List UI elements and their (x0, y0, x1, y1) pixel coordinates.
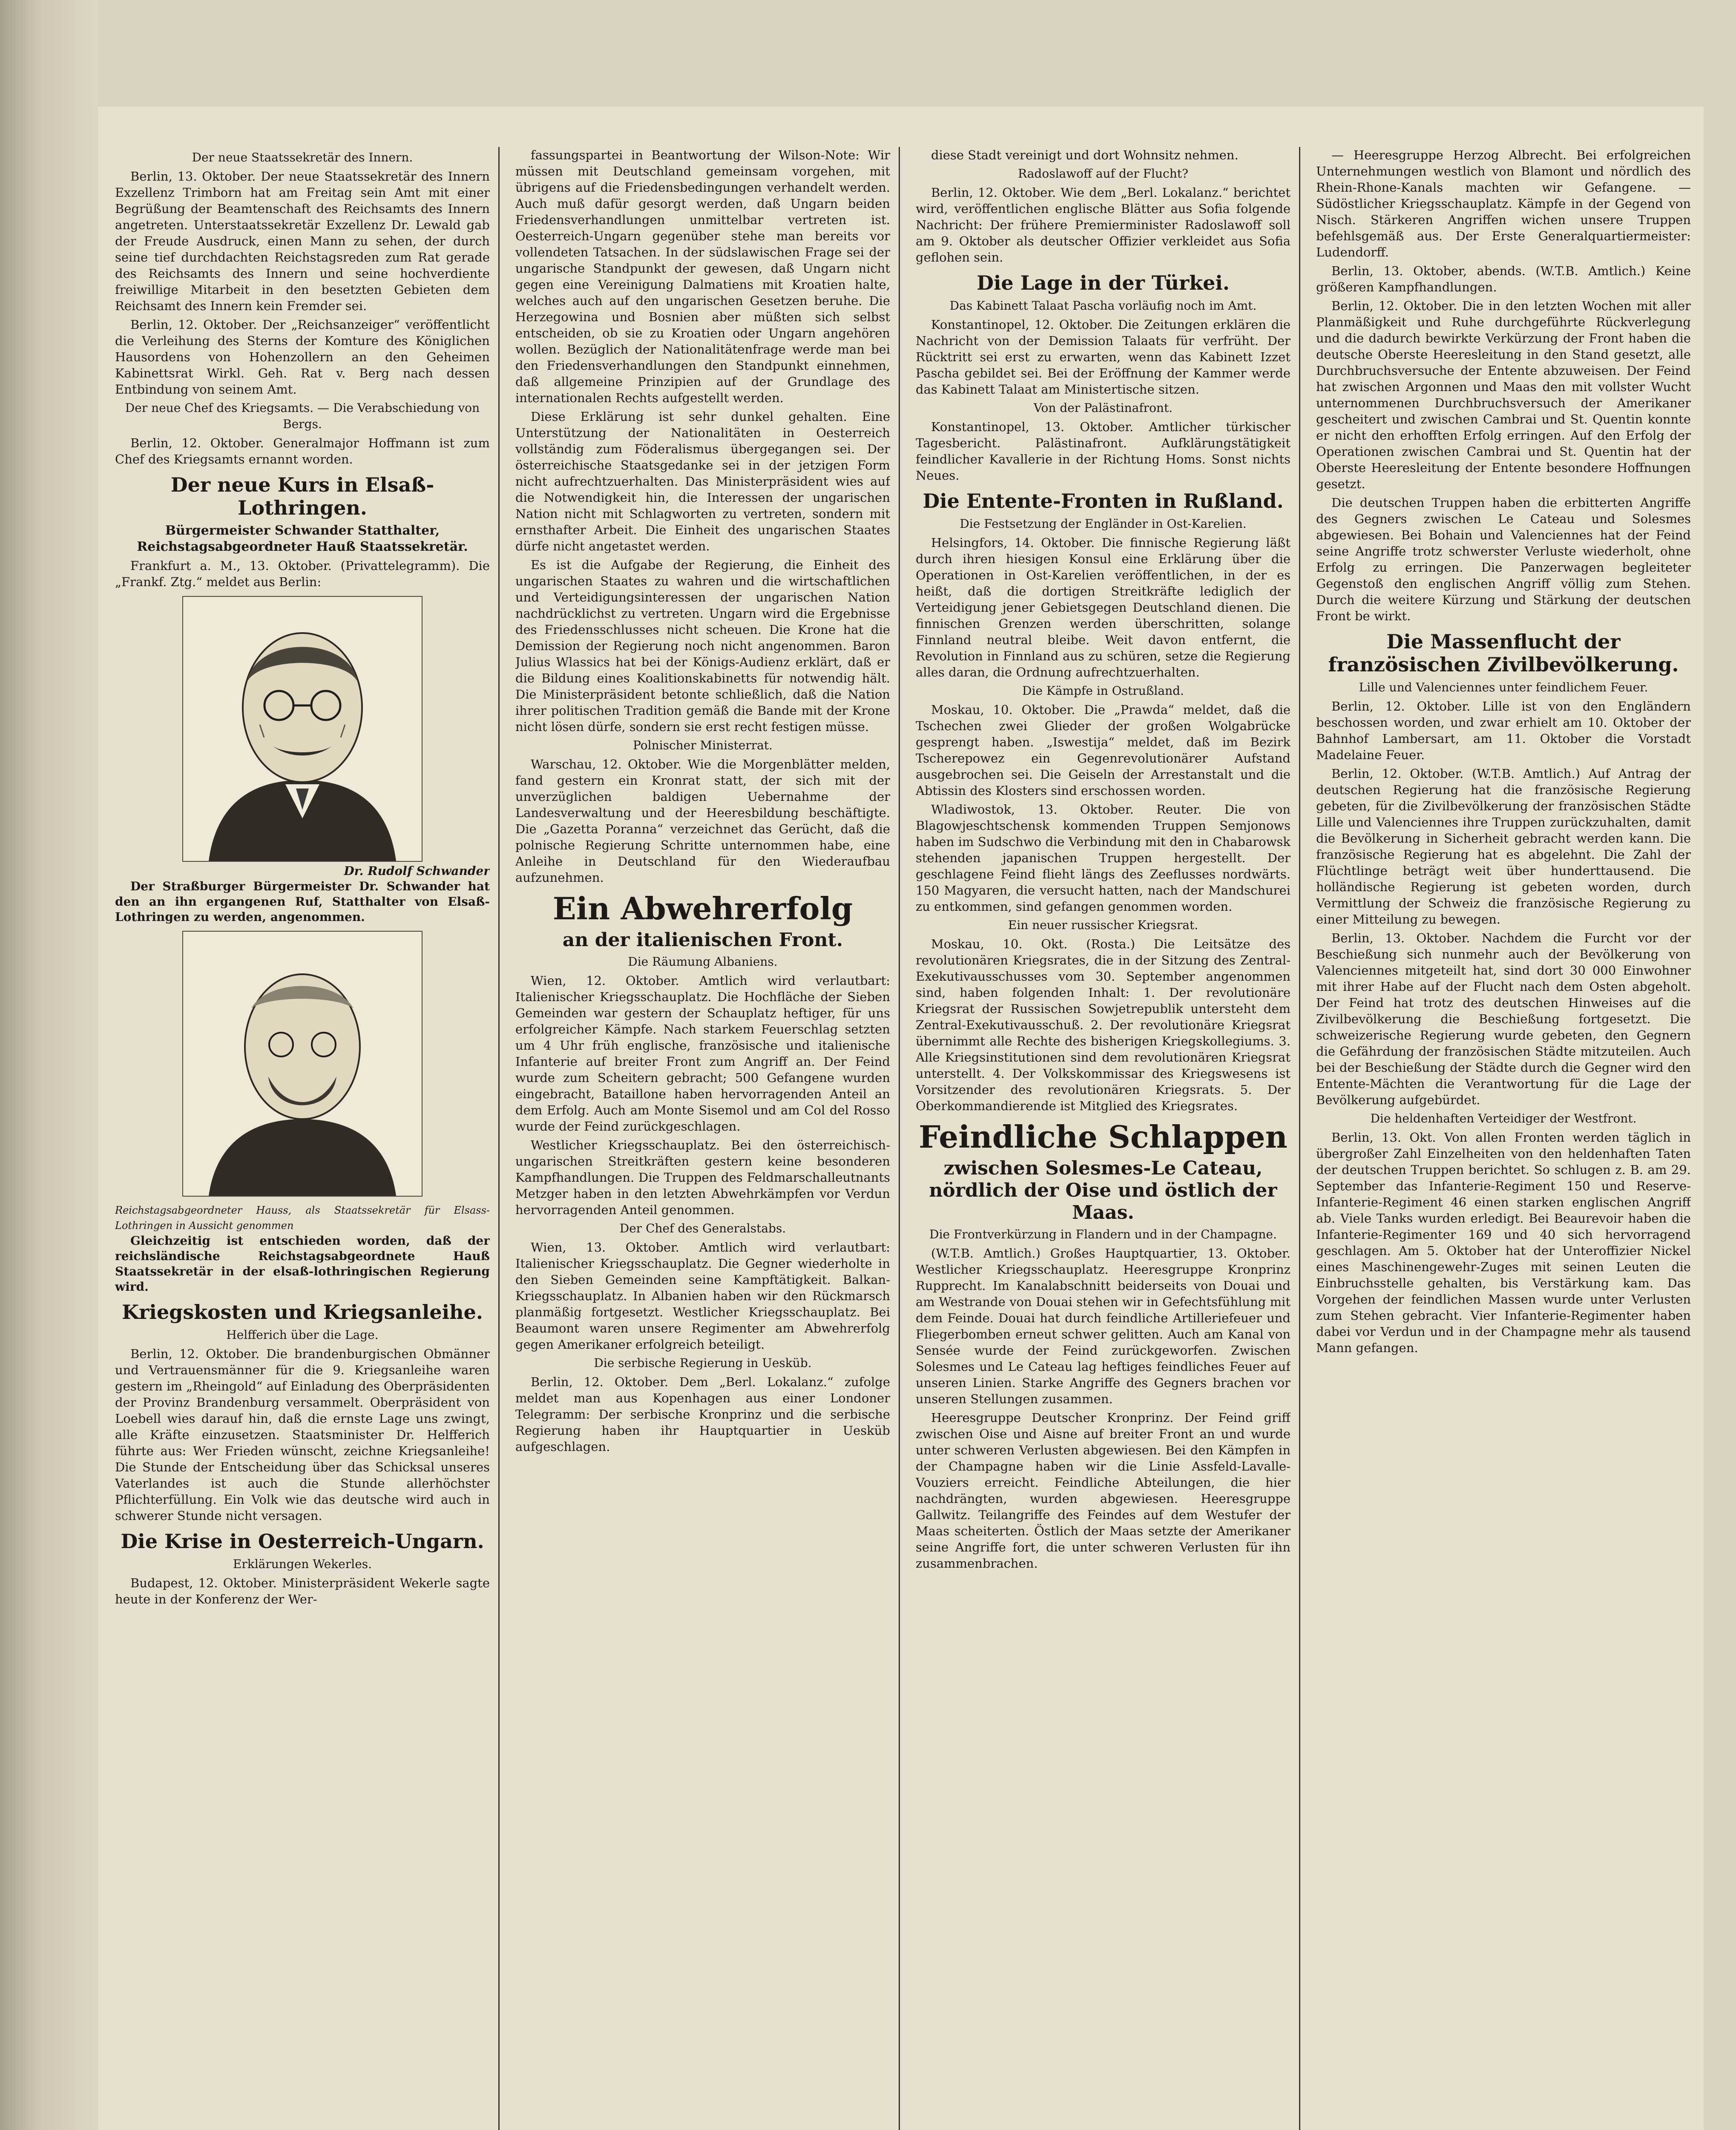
column-rule (498, 147, 500, 2130)
article-paragraph: Wien, 12. Oktober. Amtlich wird verlautbart: Italienischer Kriegsschauplatz. Die Hochfläche der Sieben Gemeinden war gestern der Schauplatz heftiger, für uns erfolgreicher Kämpfe. Nach starkem Feuerschlag setzten um 4 Uhr früh englische, französische und italienische Infanterie auf breiter Front zum Angriff an. Der Feind wurde zum Scheitern gebracht; 500 Gefangene wurden eingebracht, Bataillone haben hervorragenden Anteil an dem Erfolg. Auch am Monte Sisemol und am Col del Rosso wurde der Feind zurückgeschlagen. (515, 973, 890, 1134)
headline: Ein Abwehrerfolg (552, 890, 853, 927)
column-2 (515, 147, 890, 2130)
deck: Lille und Valenciennes unter feindlichem Feuer. (1359, 680, 1648, 694)
headline-sub: zwischen Solesmes-Le Cateau, nördlich der Oise und östlich der Maas. (929, 1157, 1277, 1223)
section-subhead: Der neue Chef des Kriegsamts. — Die Verabschiedung von Bergs. (125, 401, 480, 431)
article-paragraph: Berlin, 12. Oktober. Wie dem „Berl. Lokalanz.“ berichtet wird, veröffentlichen englische Blätter aus Sofia folgende Nachricht: Der frühere Premierminister Radoslawoff soll am 9. Oktober als deutscher Offizier verkleidet aus Sofia geflohen sein. (916, 185, 1291, 265)
article-paragraph: diese Stadt vereinigt und dort Wohnsitz nehmen. (931, 148, 1239, 162)
article-paragraph: (W.T.B. Amtlich.) Großes Hauptquartier, 13. Oktober. Westlicher Kriegsschauplatz. Heeresgruppe Kronprinz Rupprecht. Im Kanalabschnitt beiderseits von Douai und am Westrande von Douai stehen wir in Gefechtsfühlung mit dem Feinde. Douai hat durch feindliche Artilleriefeuer und Fliegerbomben erneut schwer gelitten. Auch am Kanal von Sensée wurde der Feind zurückgeworfen. Zwischen Solesmes und Le Cateau lag heftiges feindliches Feuer auf unseren Linien. Starke Angriffe des Gegners brachen vor unseren Stellungen zusammen. (916, 1246, 1291, 1406)
deck: Die Frontverkürzung in Flandern und in der Champagne. (929, 1227, 1277, 1241)
section-subhead: Der neue Staatssekretär des Innern. (192, 150, 413, 164)
article-paragraph: Diese Erklärung ist sehr dunkel gehalten. Eine Unterstützung der Nationalitäten in Oesterreich vollständig zum Föderalismus übergegangen sei. Der österreichische Staatsgedanke sei in der jetzigen Form nicht aufrechtzuerhalten. Das Ministerpräsident wies auf die Notwendigkeit hin, die Interessen der ungarischen Nation nicht mit Schlagworten zu vertreten, sondern mit ernsthafter Arbeit. Die Einheit des ungarischen Staates dürfe nicht angetastet werden. (515, 409, 890, 553)
article-paragraph: Moskau, 10. Okt. (Rosta.) Die Leitsätze des revolutionären Kriegsrates, die in der Sitzung des Zentral-Exekutivausschusses vom 30. September angenommen sind, haben folgenden Inhalt: 1. Der revolutionäre Kriegsrat der Russischen Sowjetrepublik untersteht dem Zentral-Exekutivausschuß. 2. Der revolutionäre Kriegsrat übernimmt alle Rechte des bisherigen Kriegskollegiums. 3. Alle Kriegsinstitutionen sind dem revolutionären Kriegsrat unterstellt. 4. Der Volkskommissar des Kriegswesens ist Vorsitzender des revolutionären Kriegsrats. 5. Der Oberkommandierende ist Mitglied des Kriegsrates. (916, 937, 1291, 1113)
section-subhead: Von der Palästinafront. (1033, 401, 1173, 415)
headline: Die Massenflucht der französischen Zivilbevölkerung. (1328, 630, 1679, 676)
article-paragraph: Konstantinopel, 12. Oktober. Die Zeitungen erklären die Nachricht von der Demission Talaats für verfrüht. Der Rücktritt sei erst zu erwarten, wenn das Kabinett Izzet Pascha gebildet sei. Bei der Eröffnung der Kammer werde das Kabinett Talaat am Ministertische sitzen. (916, 317, 1291, 397)
article-paragraph: Berlin, 12. Oktober. (W.T.B. Amtlich.) Auf Antrag der deutschen Regierung hat die französische Regierung gebeten, für die Zivilbevölkerung der französischen Städte Lille und Valenciennes ihre Truppen zurückzuhalten, damit die Bevölkerung in Sicherheit gebracht werden kann. Die französische Regierung hat es abgelehnt. Die Zahl der Flüchtlinge beträgt weit über hunderttausend. Die holländische Regierung ist gebeten worden, durch Vermittlung der Schweiz die französische Regierung zu einer Mitteilung zu bewegen. (1316, 766, 1691, 927)
section-subhead: Ein neuer russischer Kriegsrat. (1008, 918, 1199, 932)
section-subhead: Polnischer Ministerrat. (633, 738, 773, 752)
article-paragraph: Berlin, 13. Oktober, abends. (W.T.B. Amtlich.) Keine größeren Kampfhandlungen. (1316, 264, 1691, 294)
headline-sub: an der italienischen Front. (562, 929, 843, 951)
article-paragraph: Die deutschen Truppen haben die erbitterten Angriffe des Gegners zwischen Le Cateau und Solesmes abgewiesen. Bei Bohain und Valenciennes hat der Feind seine Angriffe trotz schwerster Verluste wiederholt, ohne Erfolg zu erringen. Die Panzerwagen begleiteter Gegenstoß den englischen Angriff völlig zum Stehen. Durch die weitere Kürzung und Stärkung der deutschen Front be wirkt. (1316, 495, 1691, 623)
article-paragraph: Frankfurt a. M., 13. Oktober. (Privattelegramm). Die „Frankf. Ztg.“ meldet aus Berlin: (115, 558, 490, 589)
article-paragraph: Wladiwostok, 13. Oktober. Reuter. Die von Blagowjeschtschensk kommenden Truppen Semjonows haben im Sudschwo die Verbindung mit den in Chabarowsk stehenden japanischen Truppen hergestellt. Der geschlagene Feind flieht längs des Zeeflusses nordwärts. 150 Magyaren, die versucht hatten, nach der Mandschurei zu entkommen, sind gefangen genommen worden. (916, 802, 1291, 914)
deck: Helfferich über die Lage. (226, 1328, 379, 1342)
deck: Bürgermeister Schwander Statthalter, Reichstagsabgeordneter Hauß Staatssekretär. (137, 523, 468, 554)
article-paragraph: Es ist die Aufgabe der Regierung, die Einheit des ungarischen Staates zu wahren und die wirtschaftlichen und Verteidigungsinteressen der ungarischen Nation nachdrücklichst zu vertreten. Ungarn wird die Ergebnisse des Friedensschlusses nicht scheuen. Die Krone hat die Demission der Regierung noch nicht angenommen. Baron Julius Wlassics hat bei der Königs-Audienz erklärt, daß er die Bildung eines Koalitionskabinetts für notwendig hält. Die Ministerpräsident betonte schließlich, daß die Nation ihrer politischen Tradition gemäß die Bande mit der Krone nicht lösen dürfe, sondern sie erst recht festigen müsse. (515, 558, 890, 734)
article-paragraph: fassungspartei in Beantwortung der Wilson-Note: Wir müssen mit Deutschland gemeinsam vorgehen, mit übrigens auf die Friedensbedingungen verhandelt werden. Auch muß dafür gesorgt werden, daß Ungarn beiden Friedensverhandlungen unmittelbar vertreten ist. Oesterreich-Ungarn gegenüber stehe man bereits vor vollendeten Tatsachen. In der südslawischen Frage sei der ungarische Standpunkt der gewesen, daß Ungarn nicht gegen eine Vereinigung Dalmatiens mit Kroatien halte, welches auch auf den ungarischen Gesetzen beruhe. Die Herzegowina und Bosnien aber müßten sich selbst entscheiden, ob sie zu Kroatien oder Ungarn angehören wollen. Bezüglich der Nationalitätenfrage werde man bei den Friedensverhandlungen den Standpunkt einnehmen, daß allgemeine Prinzipien auf der Grundlage des internationalen Rechts aufgestellt werden. (515, 148, 890, 405)
deck: Das Kabinett Talaat Pascha vorläufig noch im Amt. (949, 299, 1257, 313)
column-3 (916, 147, 1291, 2130)
article-paragraph: Moskau, 10. Oktober. Die „Prawda“ meldet, daß die Tschechen zwei Glieder der großen Wolgabrücke gesprengt haben. „Iswestija“ meldet, daß im Bezirk Tscherepowez ein Gegenrevolutionärer Aufstand ausgebrochen sei. Die Geiseln der Arrestanstalt und die Abtissin des Klosters sind erschossen worden. (916, 702, 1291, 798)
article-paragraph: Helsingfors, 14. Oktober. Die finnische Regierung läßt durch ihren hiesigen Konsul eine Erklärung über die Operationen in Ost-Karelien veröffentlichen, in der es heißt, daß die dortigen Streitkräfte lediglich der Verteidigung jener Gebietsgegen Deutschland dienen. Die finnischen Grenzen werden überschritten, solange Finnland neutral bleibe. Weit davon entfernt, die Revolution in Finnland aus zu schüren, setze die Regierung alles daran, die Ordnung aufrechtzuerhalten. (916, 535, 1291, 679)
article-paragraph: Budapest, 12. Oktober. Ministerpräsident Wekerle sagte heute in der Konferenz der Wer- (115, 1576, 490, 1606)
article-paragraph: Berlin, 12. Oktober. Lille ist von den Engländern beschossen worden, und zwar erhielt am 10. Oktober der Bahnhof Lambersart, am 11. Oktober die Vorstadt Madelaine Feuer. (1316, 699, 1691, 762)
portrait-signature: Dr. Rudolf Schwander (344, 864, 490, 878)
article-paragraph: Konstantinopel, 13. Oktober. Amtlicher türkischer Tagesbericht. Palästinafront. Aufklärungstätigkeit feindlicher Kavallerie in der Richtung Homs. Sonst nichts Neues. (916, 420, 1291, 483)
article-paragraph: — Heeresgruppe Herzog Albrecht. Bei erfolgreichen Unternehmungen westlich von Blamont und nördlich des Rhein-Rhone-Kanals machten wir Gefangene. — Südöstlicher Kriegsschauplatz. Kämpfe in der Gegend von Nisch. Stärkeren Angriffen wichen unsere Truppen befehlsgemäß aus. Der Erste Generalquartiermeister: Ludendorff. (1316, 148, 1691, 259)
article-paragraph: Berlin, 12. Oktober. Dem „Berl. Lokalanz.“ zufolge meldet man aus Kopenhagen aus einer Londoner Telegramm: Der serbische Kronprinz und die serbische Regierung haben ihr Hauptquartier in Uesküb aufgeschlagen. (515, 1375, 890, 1454)
headline: Feindliche Schlappen (919, 1119, 1288, 1155)
column-4 (1316, 147, 1691, 2130)
image-caption: Gleichzeitig ist entschieden worden, daß der reichsländische Reichstagsabgeordnete Hauß Staatssekretär in der elsaß-lothringischen Regierung wird. (115, 1234, 490, 1294)
section-subhead: Radoslawoff auf der Flucht? (1018, 167, 1188, 181)
article-paragraph: Berlin, 12. Oktober. Generalmajor Hoffmann ist zum Chef des Kriegsamts ernannt worden. (115, 436, 490, 466)
headline: Die Lage in der Türkei. (977, 271, 1230, 294)
newspaper-page (98, 106, 1704, 2130)
section-subhead: Die Kämpfe in Ostrußland. (1022, 684, 1184, 698)
deck: Die Festsetzung der Engländer in Ost-Karelien. (960, 517, 1247, 531)
article-paragraph: Berlin, 12. Oktober. Der „Reichsanzeiger“ veröffentlicht die Verleihung des Sterns der Komture des Königlichen Hausordens von Hohenzollern an den Geheimen Kabinettsrat Wirkl. Geh. Rat v. Berg nach dessen Entbindung von seinem Amt. (115, 317, 490, 397)
article-paragraph: Berlin, 13. Oktober. Der neue Staatssekretär des Innern Exzellenz Trimborn hat am Freitag sein Amt mit einer Begrüßung der Beamtenschaft des Reichsamts des Innern angetreten. Unterstaatssekretär Exzellenz Dr. Lewald gab der Freude Ausdruck, einen Mann zu sehen, der durch seine tief durchdachten Reichstagsreden zum Rat gerade des Reichsamts des Innern und seine hochverdiente freiwillige Mitarbeit in den besetzten Gebieten dem Reichsamt des Innern kein Fremder sei. (115, 169, 490, 313)
article-paragraph: Berlin, 12. Oktober. Die brandenburgischen Obmänner und Vertrauensmänner für die 9. Kriegsanleihe waren gestern im „Rheingold“ auf Einladung des Oberpräsidenten der Provinz Brandenburg versammelt. Oberpräsident von Loebell wies darauf hin, daß die ernste Lage uns zwingt, alle Kräfte einzusetzen. Staatsminister Dr. Helfferich führte aus: Wer Frieden wünscht, zeichne Kriegsanleihe! Die Stunde der Entscheidung über das Schicksal unseres Vaterlandes ist auch die Stunde allerhöchster Pflichterfüllung. Ein Volk wie das deutsche wird auch in schwerer Stunde nicht versagen. (115, 1347, 490, 1523)
portrait-hauss-image (182, 931, 423, 1197)
headline: Kriegskosten und Kriegsanleihe. (122, 1301, 483, 1324)
article-paragraph: Westlicher Kriegsschauplatz. Bei den österreichisch-ungarischen Streitkräften gestern keine besonderen Kampfhandlungen. Die Truppen des Feldmarschalleutnants Metzger haben in den letzten Abwehrkämpfen vor Verdun hervorragenden Anteil genommen. (515, 1138, 890, 1217)
section-subhead: Der Chef des Generalstabs. (619, 1221, 786, 1235)
column-rule (899, 147, 900, 2130)
article-paragraph: Berlin, 13. Oktober. Nachdem die Furcht vor der Beschießung sich nunmehr auch der Bevölkerung von Valenciennes mitgeteilt hat, sind dort 30 000 Einwohner mit ihrer Habe auf der Flucht nach dem Osten abgeholt. Der Feind hat trotz des deutschen Hinweises auf die Zivilbevölkerung die Beschießung fortgesetzt. Die schweizerische Regierung wurde gebeten, den Gegnern die Gefährdung der französischen Städte mitzuteilen. Auch bei der Beschießung der Städte durch die Gegner wird den Entente-Mächten die Verantwortung für die Lage der Bevölkerung aufgebürdet. (1316, 931, 1691, 1107)
section-subhead: Die heldenhaften Verteidiger der Westfront. (1370, 1111, 1637, 1125)
image-caption: Der Straßburger Bürgermeister Dr. Schwander hat den an ihn ergangenen Ruf, Statthalter von Elsaß-Lothringen zu werden, angenommen. (115, 879, 490, 924)
deck: Die Räumung Albaniens. (628, 955, 778, 969)
column-1 (115, 147, 490, 2130)
deck: Erklärungen Wekerles. (233, 1557, 372, 1571)
article-paragraph: Heeresgruppe Deutscher Kronprinz. Der Feind griff zwischen Oise und Aisne auf breiter Front an und wurde unter schweren Verlusten abgewiesen. Bei den Kämpfen in der Champagne haben wir die Linie Assfeld-Lavalle-Vouziers erreicht. Feindliche Abteilungen, die hier nachdrängten, wurden abgewiesen. Heeresgruppe Gallwitz. Teilangriffe des Feindes auf dem Westufer der Maas scheiterten. Östlich der Maas setzte der Amerikaner seine Angriffe fort, die unter schweren Verlusten für ihn zusammenbrachen. (916, 1410, 1291, 1571)
book-binding-edge (0, 0, 98, 2130)
headline: Der neue Kurs in Elsaß-Lothringen. (170, 473, 434, 519)
section-subhead: Die serbische Regierung in Uesküb. (594, 1356, 812, 1370)
article-paragraph: Berlin, 12. Oktober. Die in den letzten Wochen mit aller Planmäßigkeit und Ruhe durchgeführte Rückverlegung und die dadurch bewirkte Verkürzung der Front haben die deutsche Oberste Heeresleitung in den Stand gesetzt, alle Durchbruchsversuche der Entente abzuweisen. Der Feind hat zwischen Argonnen und Maas den mit vollster Wucht unternommenen Durchbruchsversuch der Amerikaner gescheitert und zwischen Cambrai und St. Quentin konnte er nicht den erhofften Erfolg erringen. Auf den Erfolg der Operationen zwischen Cambrai und St. Quentin hat der Oberste Heeresleitung der Entente besondere Hoffnungen gesetzt. (1316, 299, 1691, 491)
headline: Die Krise in Oesterreich-Ungarn. (121, 1530, 484, 1553)
portrait-schwander-image (182, 596, 423, 862)
article-paragraph: Berlin, 13. Okt. Von allen Fronten werden täglich in übergroßer Zahl Einzelheiten von den heldenhaften Taten der deutschen Truppen berichtet. So schlugen z. B. am 29. September das Infanterie-Regiment 150 und Reserve-Infanterie-Regiment 46 einen starken englischen Angriff ab. Viele Tanks wurden erledigt. Bei Beaurevoir haben die Infanterie-Regimenter 169 und 40 sich hervorragend geschlagen. Am 5. Oktober hat der Unteroffizier Nickel eines Maschinengewehr-Zuges mit seinen Leuten die Einbruchsstelle gehalten, bis Verstärkung kam. Das Vorgehen der feindlichen Massen wurde unter Verlusten zum Stehen gebracht. Vier Infanterie-Regimenter haben dabei vor Verdun und in der Champagne mehr als tausend Mann gefangen. (1316, 1130, 1691, 1355)
article-paragraph: Warschau, 12. Oktober. Wie die Morgenblätter melden, fand gestern ein Kronrat statt, der sich mit der unverzüglichen baldigen Uebernahme der Landesverwaltung und der Heeresbildung beschäftigte. Die „Gazetta Poranna“ verzeichnet das Gerücht, daß die polnische Regierung Schritte unternommen habe, eine Anleihe in Deutschland für den Wiederaufbau aufzunehmen. (515, 757, 890, 885)
headline: Die Entente-Fronten in Rußland. (923, 489, 1284, 512)
column-rule (1299, 147, 1300, 2130)
article-paragraph: Wien, 13. Oktober. Amtlich wird verlautbart: Italienischer Kriegsschauplatz. Die Gegner wiederholte in den Sieben Gemeinden seine Kampftätigkeit. Balkan-Kriegsschauplatz. In Albanien haben wir den Rückmarsch planmäßig fortgesetzt. Westlicher Kriegsschauplatz. Bei Beaumont waren unsere Regimenter am Abwehrerfolg gegen Amerikaner erfolgreich beteiligt. (515, 1240, 890, 1352)
portrait-signature: Reichstagsabgeordneter Hauss, als Staatssekretär für Elsass-Lothringen in Aussicht genommen (115, 1204, 490, 1232)
